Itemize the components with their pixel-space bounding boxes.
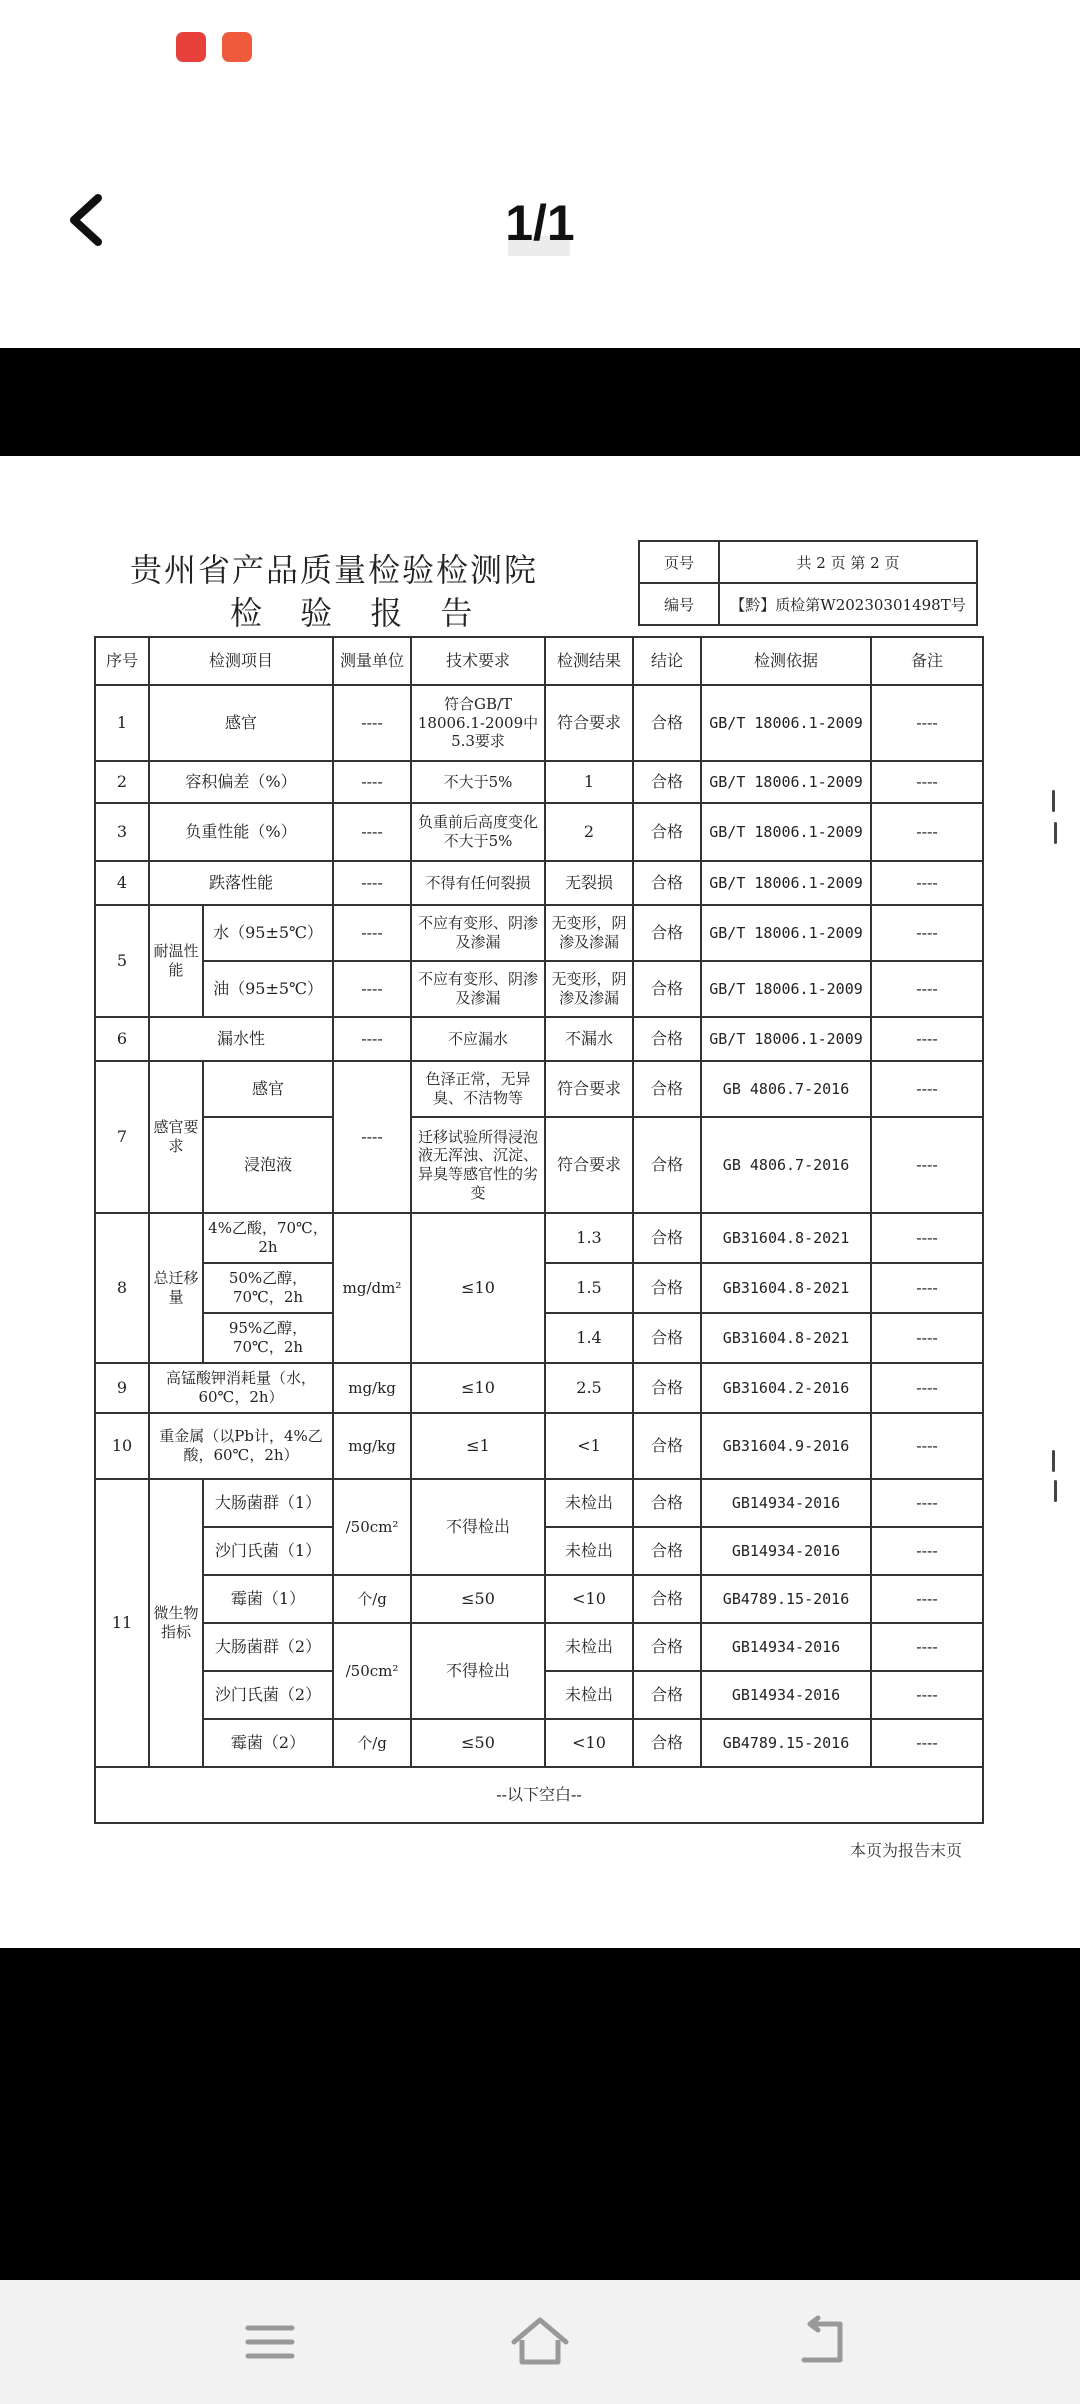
note-cell: ---- <box>871 1017 983 1061</box>
scan-mark <box>1052 790 1055 812</box>
blank-line: --以下空白-- <box>95 1767 983 1823</box>
letterbox-bottom <box>0 1948 1080 2280</box>
table-row <box>95 685 983 761</box>
basis-cell: GB/T 18006.1-2009 <box>701 1017 871 1061</box>
basis-cell: GB31604.8-2021 <box>701 1213 871 1263</box>
table-row <box>95 1719 983 1767</box>
basis-cell: GB/T 18006.1-2009 <box>701 685 871 761</box>
item-cell: 跌落性能 <box>149 861 333 905</box>
table-row <box>95 1363 983 1413</box>
header-cell: 检测依据 <box>701 637 871 685</box>
requirement-cell: 不得有任何裂损 <box>411 861 545 905</box>
row-number: 7 <box>95 1061 149 1213</box>
basis-cell: GB/T 18006.1-2009 <box>701 861 871 905</box>
item-cell: 霉菌（2） <box>203 1719 333 1767</box>
note-cell: ---- <box>871 961 983 1017</box>
row-number: 2 <box>95 761 149 803</box>
table-row <box>95 1213 983 1263</box>
result-cell: 2 <box>545 803 633 861</box>
conclusion-cell: 合格 <box>633 761 701 803</box>
note-cell: ---- <box>871 1575 983 1623</box>
result-cell: 未检出 <box>545 1671 633 1719</box>
requirement-cell: ≤10 <box>411 1363 545 1413</box>
conclusion-cell: 合格 <box>633 1413 701 1479</box>
report-meta-table <box>638 540 978 626</box>
row-number: 5 <box>95 905 149 1017</box>
item-cell: 大肠菌群（2） <box>203 1623 333 1671</box>
scan-mark <box>1054 822 1057 844</box>
basis-cell: GB/T 18006.1-2009 <box>701 803 871 861</box>
report-table <box>94 636 984 1824</box>
note-cell: ---- <box>871 1061 983 1117</box>
requirement-cell: 不得检出 <box>411 1623 545 1719</box>
scan-mark <box>1054 1480 1057 1502</box>
item-cell: 重金属（以Pb计，4%乙酸，60℃，2h） <box>149 1413 333 1479</box>
result-cell: 2.5 <box>545 1363 633 1413</box>
status-bar <box>0 0 1080 90</box>
item-cell: 大肠菌群（1） <box>203 1479 333 1527</box>
header-cell: 序号 <box>95 637 149 685</box>
note-cell: ---- <box>871 1213 983 1263</box>
menu-icon <box>238 2310 302 2374</box>
table-row <box>95 1017 983 1061</box>
header-cell: 技术要求 <box>411 637 545 685</box>
row-number: 11 <box>95 1479 149 1767</box>
row-number: 1 <box>95 685 149 761</box>
result-cell: 无变形，阴渗及渗漏 <box>545 961 633 1017</box>
basis-cell: GB/T 18006.1-2009 <box>701 961 871 1017</box>
requirement-cell: 符合GB/T 18006.1-2009中5.3要求 <box>411 685 545 761</box>
header-cell: 备注 <box>871 637 983 685</box>
requirement-cell: ≤50 <box>411 1575 545 1623</box>
table-row <box>95 961 983 1017</box>
result-cell: 1 <box>545 761 633 803</box>
note-cell: ---- <box>871 1719 983 1767</box>
unit-cell: mg/kg <box>333 1413 411 1479</box>
header-cell: 结论 <box>633 637 701 685</box>
requirement-cell: 负重前后高度变化不大于5% <box>411 803 545 861</box>
table-row <box>95 1623 983 1671</box>
requirement-cell: 不应漏水 <box>411 1017 545 1061</box>
result-cell: 未检出 <box>545 1479 633 1527</box>
table-row <box>95 1575 983 1623</box>
note-cell: ---- <box>871 1263 983 1313</box>
row-number: 8 <box>95 1213 149 1363</box>
conclusion-cell: 合格 <box>633 1623 701 1671</box>
unit-cell: 个/g <box>333 1719 411 1767</box>
conclusion-cell: 合格 <box>633 1363 701 1413</box>
basis-cell: GB14934-2016 <box>701 1671 871 1719</box>
requirement-cell: 不应有变形、阴渗及渗漏 <box>411 961 545 1017</box>
unit-cell: ---- <box>333 803 411 861</box>
page-counter: 1/1 <box>505 195 575 251</box>
system-nav-bar <box>0 2280 1080 2404</box>
result-cell: <10 <box>545 1575 633 1623</box>
table-row <box>95 1117 983 1213</box>
item-cell: 霉菌（1） <box>203 1575 333 1623</box>
basis-cell: GB14934-2016 <box>701 1479 871 1527</box>
conclusion-cell: 合格 <box>633 685 701 761</box>
scan-mark <box>1052 1450 1055 1472</box>
requirement-cell: 不应有变形、阴渗及渗漏 <box>411 905 545 961</box>
letterbox-top <box>0 348 1080 456</box>
table-row <box>95 1061 983 1117</box>
note-cell: ---- <box>871 1671 983 1719</box>
row-number: 10 <box>95 1413 149 1479</box>
group-cell: 感官要求 <box>149 1061 203 1213</box>
item-cell: 浸泡液 <box>203 1117 333 1213</box>
basis-cell: GB31604.2-2016 <box>701 1363 871 1413</box>
group-cell: 总迁移量 <box>149 1213 203 1363</box>
requirement-cell: ≤10 <box>411 1213 545 1363</box>
basis-cell: GB4789.15-2016 <box>701 1575 871 1623</box>
table-row <box>95 803 983 861</box>
conclusion-cell: 合格 <box>633 905 701 961</box>
result-cell: 未检出 <box>545 1527 633 1575</box>
menu-button[interactable] <box>238 2310 302 2374</box>
note-cell: ---- <box>871 905 983 961</box>
header-cell: 测量单位 <box>333 637 411 685</box>
unit-cell: ---- <box>333 1017 411 1061</box>
result-cell: 符合要求 <box>545 1117 633 1213</box>
result-cell: 符合要求 <box>545 1061 633 1117</box>
group-cell: 微生物指标 <box>149 1479 203 1767</box>
footer-note: 本页为报告末页 <box>850 1841 963 1860</box>
app-notification-icon <box>222 32 252 62</box>
unit-cell: /50cm² <box>333 1623 411 1719</box>
table-header-row <box>95 637 983 685</box>
unit-cell: mg/kg <box>333 1363 411 1413</box>
item-cell: 水（95±5℃） <box>203 905 333 961</box>
basis-cell: GB/T 18006.1-2009 <box>701 761 871 803</box>
note-cell: ---- <box>871 1413 983 1479</box>
result-cell: 不漏水 <box>545 1017 633 1061</box>
institute-title: 贵州省产品质量检验检测院 <box>130 551 539 589</box>
basis-cell: GB31604.9-2016 <box>701 1413 871 1479</box>
conclusion-cell: 合格 <box>633 1527 701 1575</box>
app-notification-icon <box>176 32 206 62</box>
number-value: 【黔】质检第W20230301498T号 <box>719 583 977 625</box>
basis-cell: GB/T 18006.1-2009 <box>701 905 871 961</box>
table-row <box>95 1767 983 1823</box>
conclusion-cell: 合格 <box>633 1117 701 1213</box>
basis-cell: GB 4806.7-2016 <box>701 1061 871 1117</box>
note-cell: ---- <box>871 1479 983 1527</box>
note-cell: ---- <box>871 1313 983 1363</box>
basis-cell: GB14934-2016 <box>701 1527 871 1575</box>
unit-cell: 个/g <box>333 1575 411 1623</box>
result-cell: 无变形，阴渗及渗漏 <box>545 905 633 961</box>
result-cell: 1.4 <box>545 1313 633 1363</box>
conclusion-cell: 合格 <box>633 1213 701 1263</box>
item-cell: 感官 <box>149 685 333 761</box>
item-cell: 容积偏差（%） <box>149 761 333 803</box>
conclusion-cell: 合格 <box>633 1479 701 1527</box>
requirement-cell: 色泽正常，无异臭、不洁物等 <box>411 1061 545 1117</box>
unit-cell: mg/dm² <box>333 1213 411 1363</box>
header-cell: 检测结果 <box>545 637 633 685</box>
row-number: 9 <box>95 1363 149 1413</box>
table-row <box>95 1413 983 1479</box>
page-label: 页号 <box>639 541 719 583</box>
result-cell: 未检出 <box>545 1623 633 1671</box>
item-cell: 95%乙醇，70℃，2h <box>203 1313 333 1363</box>
conclusion-cell: 合格 <box>633 1671 701 1719</box>
item-cell: 漏水性 <box>149 1017 333 1061</box>
row-number: 4 <box>95 861 149 905</box>
table-row <box>95 861 983 905</box>
basis-cell: GB31604.8-2021 <box>701 1263 871 1313</box>
item-cell: 油（95±5℃） <box>203 961 333 1017</box>
note-cell: ---- <box>871 861 983 905</box>
item-cell: 4%乙酸，70℃，2h <box>203 1213 333 1263</box>
basis-cell: GB31604.8-2021 <box>701 1313 871 1363</box>
conclusion-cell: 合格 <box>633 1313 701 1363</box>
result-cell: 1.5 <box>545 1263 633 1313</box>
row-number: 6 <box>95 1017 149 1061</box>
note-cell: ---- <box>871 1363 983 1413</box>
unit-cell: ---- <box>333 685 411 761</box>
result-cell: <10 <box>545 1719 633 1767</box>
conclusion-cell: 合格 <box>633 1575 701 1623</box>
conclusion-cell: 合格 <box>633 961 701 1017</box>
page-value: 共 2 页 第 2 页 <box>719 541 977 583</box>
result-cell: 无裂损 <box>545 861 633 905</box>
item-cell: 沙门氏菌（1） <box>203 1527 333 1575</box>
conclusion-cell: 合格 <box>633 803 701 861</box>
unit-cell: /50cm² <box>333 1479 411 1575</box>
result-cell: <1 <box>545 1413 633 1479</box>
table-row <box>95 761 983 803</box>
note-cell: ---- <box>871 761 983 803</box>
note-cell: ---- <box>871 685 983 761</box>
unit-cell: ---- <box>333 761 411 803</box>
basis-cell: GB4789.15-2016 <box>701 1719 871 1767</box>
back-nav-button[interactable] <box>792 2310 856 2374</box>
conclusion-cell: 合格 <box>633 861 701 905</box>
note-cell: ---- <box>871 1623 983 1671</box>
conclusion-cell: 合格 <box>633 1263 701 1313</box>
basis-cell: GB14934-2016 <box>701 1623 871 1671</box>
note-cell: ---- <box>871 803 983 861</box>
header-cell: 检测项目 <box>149 637 333 685</box>
note-cell: ---- <box>871 1527 983 1575</box>
requirement-cell: 迁移试验所得浸泡液无浑浊、沉淀、异臭等感官性的劣变 <box>411 1117 545 1213</box>
table-row <box>95 905 983 961</box>
item-cell: 负重性能（%） <box>149 803 333 861</box>
group-cell: 耐温性能 <box>149 905 203 1017</box>
requirement-cell: ≤1 <box>411 1413 545 1479</box>
conclusion-cell: 合格 <box>633 1719 701 1767</box>
row-number: 3 <box>95 803 149 861</box>
result-cell: 1.3 <box>545 1213 633 1263</box>
number-label: 编号 <box>639 583 719 625</box>
unit-cell: ---- <box>333 861 411 905</box>
requirement-cell: 不得检出 <box>411 1479 545 1575</box>
result-cell: 符合要求 <box>545 685 633 761</box>
report-title: 检 验 报 告 <box>230 594 487 632</box>
note-cell: ---- <box>871 1117 983 1213</box>
conclusion-cell: 合格 <box>633 1061 701 1117</box>
item-cell: 50%乙醇，70℃，2h <box>203 1263 333 1313</box>
requirement-cell: 不大于5% <box>411 761 545 803</box>
conclusion-cell: 合格 <box>633 1017 701 1061</box>
back-icon <box>792 2310 856 2374</box>
table-row <box>95 1479 983 1527</box>
unit-cell: ---- <box>333 961 411 1017</box>
item-cell: 感官 <box>203 1061 333 1117</box>
requirement-cell: ≤50 <box>411 1719 545 1767</box>
basis-cell: GB 4806.7-2016 <box>701 1117 871 1213</box>
unit-cell: ---- <box>333 905 411 961</box>
item-cell: 沙门氏菌（2） <box>203 1671 333 1719</box>
item-cell: 高锰酸钾消耗量（水，60℃，2h） <box>149 1363 333 1413</box>
home-button[interactable] <box>508 2310 572 2374</box>
home-icon <box>508 2310 572 2374</box>
unit-cell: ---- <box>333 1061 411 1213</box>
